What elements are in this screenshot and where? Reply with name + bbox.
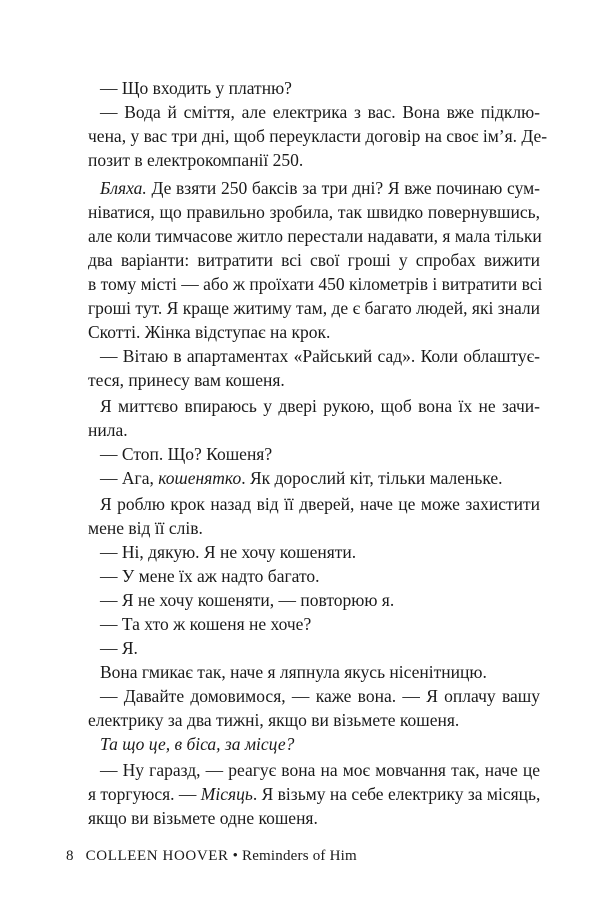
text-line: гроші тут. Я краще житиму там, де є багато людей, які знали [88,298,540,318]
text-line: нила. [88,420,128,440]
text-line: два варіанти: витратити всі свої гроші у спробах вижити [88,250,540,270]
text-line: Скотті. Жінка відступає на крок. [88,322,331,342]
text-line: Вона гмикає так, наче я ляпнула якусь нісенітницю. [100,662,487,682]
separator-bullet: • [232,848,239,864]
italic-thought: Та що це, в біса, за місце? [100,734,295,754]
text-line: — Ні, дякую. Я не хочу кошеняти. [100,542,357,562]
book-title: Reminders of Him [241,848,357,864]
text-line: — Ну гаразд, — реагує вона на моє мовчання так, наче це [100,760,540,780]
text-line: я торгуюся. — Місяць. Я візьму на себе електрику за місяць, [88,784,541,804]
text-line: але коли тимчасове житло перестали надавати, я мала тільки [88,226,542,246]
text-line: — Та хто ж кошеня не хоче? [100,614,312,634]
italic-word: Місяць [200,784,253,804]
text-line: — Давайте домовимося, — каже вона. — Я оплачу вашу [100,686,540,706]
text-line: Я роблю крок назад від її дверей, наче це може захистити [100,494,540,514]
italic-thought: Бляха. [100,178,147,198]
text-line: — Вітаю в апартаментах «Райський сад». Коли облаштує- [100,346,540,366]
text-line: теся, принесу вам кошеня. [88,370,285,390]
text-line: електрику за два тижні, якщо ви візьмете кошеня. [88,710,460,730]
text-line: якщо ви візьмете одне кошеня. [88,808,318,828]
text-line: позит в електрокомпанії 250. [88,150,304,170]
text-line: — Я. [100,638,138,658]
text-line: — У мене їх аж надто багато. [100,566,320,586]
italic-word: кошенятко [158,468,242,488]
text-line: — Що входить у платню? [100,78,292,98]
text-line: мене від її слів. [88,518,203,538]
text-line: — Стоп. Що? Кошеня? [100,444,273,464]
text-line: Я миттєво впираюсь у двері рукою, щоб вона їх не зачи- [100,396,540,416]
text-line: — Вода й сміття, але електрика з вас. Вона вже підклю- [100,102,540,122]
page-number: 8 [66,848,74,864]
author-name: COLLEEN HOOVER [85,848,229,864]
running-footer [66,848,357,865]
text-line: в тому місті — або ж проїхати 450 кілометрів і витратити всі [88,274,543,294]
text-line [88,732,540,756]
text-line: чена, у вас три дні, щоб переукласти договір на своє ім’я. Де- [88,126,548,146]
text-line: — Я не хочу кошеняти, — повторюю я. [100,590,395,610]
text-line: ніватися, що правильно зробила, так швидко повернувшись, [88,202,540,222]
text-line: — Ага, кошенятко. Як дорослий кіт, тільки маленьке. [100,468,503,488]
text-line: Бляха. Де взяти 250 баксів за три дні? Я вже починаю сум- [100,178,540,198]
